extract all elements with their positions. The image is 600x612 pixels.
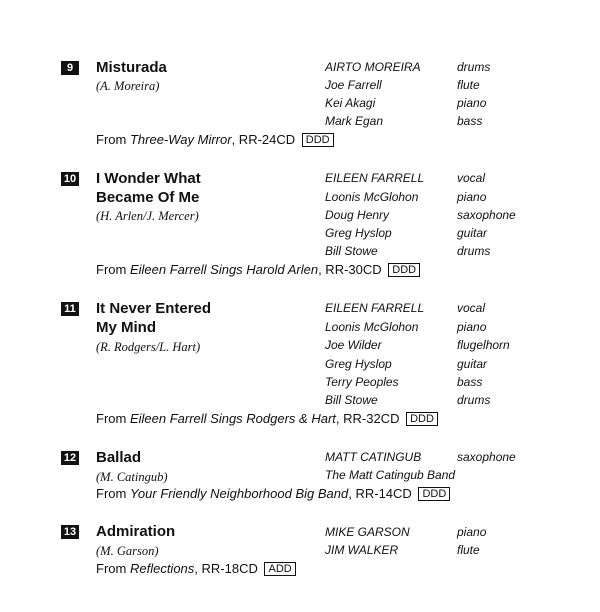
musician-name: Loonis McGlohon [325, 320, 419, 334]
track-title: Misturada [96, 59, 167, 76]
musician-instrument: piano [457, 190, 487, 204]
musician-name: MIKE GARSON [325, 525, 410, 539]
track-title-line-1: I Wonder What [96, 170, 201, 187]
musician-name: JIM WALKER [325, 543, 399, 557]
musician-instrument: saxophone [457, 450, 516, 464]
album-title: Eileen Farrell Sings Rodgers & Hart [129, 411, 336, 426]
musician-instrument: guitar [457, 357, 488, 371]
from-prefix: From [96, 262, 127, 277]
musician-instrument: piano [457, 525, 487, 539]
format-code-badge: ADD [264, 562, 295, 576]
musician-instrument: piano [457, 96, 487, 110]
musician-name: Joe Wilder [325, 338, 382, 352]
from-prefix: From [96, 486, 127, 501]
track-composer: (R. Rodgers/L. Hart) [96, 340, 201, 354]
track-title: Admiration [96, 523, 176, 540]
from-prefix: From [96, 132, 127, 147]
album-title: Your Friendly Neighborhood Big Band [129, 486, 349, 501]
musician-instrument: guitar [457, 226, 488, 240]
track-title-line-1: It Never Entered [96, 300, 212, 317]
from-prefix: From [96, 561, 127, 576]
track-number-badge: 13 [61, 525, 79, 539]
musician-name: Bill Stowe [325, 393, 378, 407]
musician-name: Greg Hyslop [325, 357, 392, 371]
musician-instrument: piano [457, 320, 487, 334]
musician-name: Bill Stowe [325, 244, 378, 258]
musician-instrument: bass [457, 114, 483, 128]
musician-name: Greg Hyslop [325, 226, 392, 240]
musician-name: Mark Egan [325, 114, 384, 128]
catalog-number: , RR-30CD [318, 262, 382, 277]
musician-name: MATT CATINGUB [325, 450, 422, 464]
musician-name: Terry Peoples [325, 375, 399, 389]
format-code-badge: DDD [406, 412, 438, 426]
catalog-number: , RR-14CD [348, 486, 412, 501]
track-number-badge: 11 [61, 302, 79, 316]
track-number-badge: 10 [61, 172, 79, 186]
album-title: Three-Way Mirror [129, 132, 232, 147]
track-composer: (A. Moreira) [96, 79, 160, 93]
musician-name: Joe Farrell [325, 78, 382, 92]
format-code-badge: DDD [388, 263, 420, 277]
track-number-badge: 9 [61, 61, 79, 75]
musician-instrument: bass [457, 375, 483, 389]
album-source [96, 560, 296, 577]
musician-instrument: flute [457, 543, 480, 557]
musician-instrument: drums [457, 60, 491, 74]
album-source [96, 485, 450, 502]
catalog-number: , RR-18CD [194, 561, 258, 576]
musician-name: Kei Akagi [325, 96, 376, 110]
musician-instrument: drums [457, 244, 491, 258]
musician-name: The Matt Catingub Band [325, 468, 456, 482]
musician-name: AIRTO MOREIRA [325, 60, 421, 74]
track-composer: (M. Catingub) [96, 470, 168, 484]
track-number-badge: 12 [61, 451, 79, 465]
musician-name: Doug Henry [325, 208, 390, 222]
album-source [96, 261, 420, 278]
format-code-badge: DDD [418, 487, 450, 501]
track-title: Ballad [96, 449, 142, 466]
musician-instrument: flute [457, 78, 480, 92]
musician-instrument: vocal [457, 171, 486, 185]
musician-instrument: vocal [457, 301, 486, 315]
album-source [96, 410, 438, 427]
track-title-line-2: My Mind [96, 319, 156, 336]
album-source [96, 131, 334, 148]
musician-instrument: saxophone [457, 208, 516, 222]
musician-name: EILEEN FARRELL [325, 171, 425, 185]
track-composer: (M. Garson) [96, 544, 159, 558]
track-composer: (H. Arlen/J. Mercer) [96, 209, 199, 223]
from-prefix: From [96, 411, 127, 426]
catalog-number: , RR-32CD [335, 411, 400, 426]
musician-name: Loonis McGlohon [325, 190, 419, 204]
catalog-number: , RR-24CD [231, 132, 296, 147]
album-title: Reflections [129, 561, 195, 576]
musician-instrument: drums [457, 393, 491, 407]
musician-instrument: flugelhorn [457, 338, 510, 352]
musician-name: EILEEN FARRELL [325, 301, 425, 315]
album-title: Eileen Farrell Sings Harold Arlen [129, 262, 319, 277]
format-code-badge: DDD [302, 133, 334, 147]
track-title-line-2: Became Of Me [96, 189, 200, 206]
